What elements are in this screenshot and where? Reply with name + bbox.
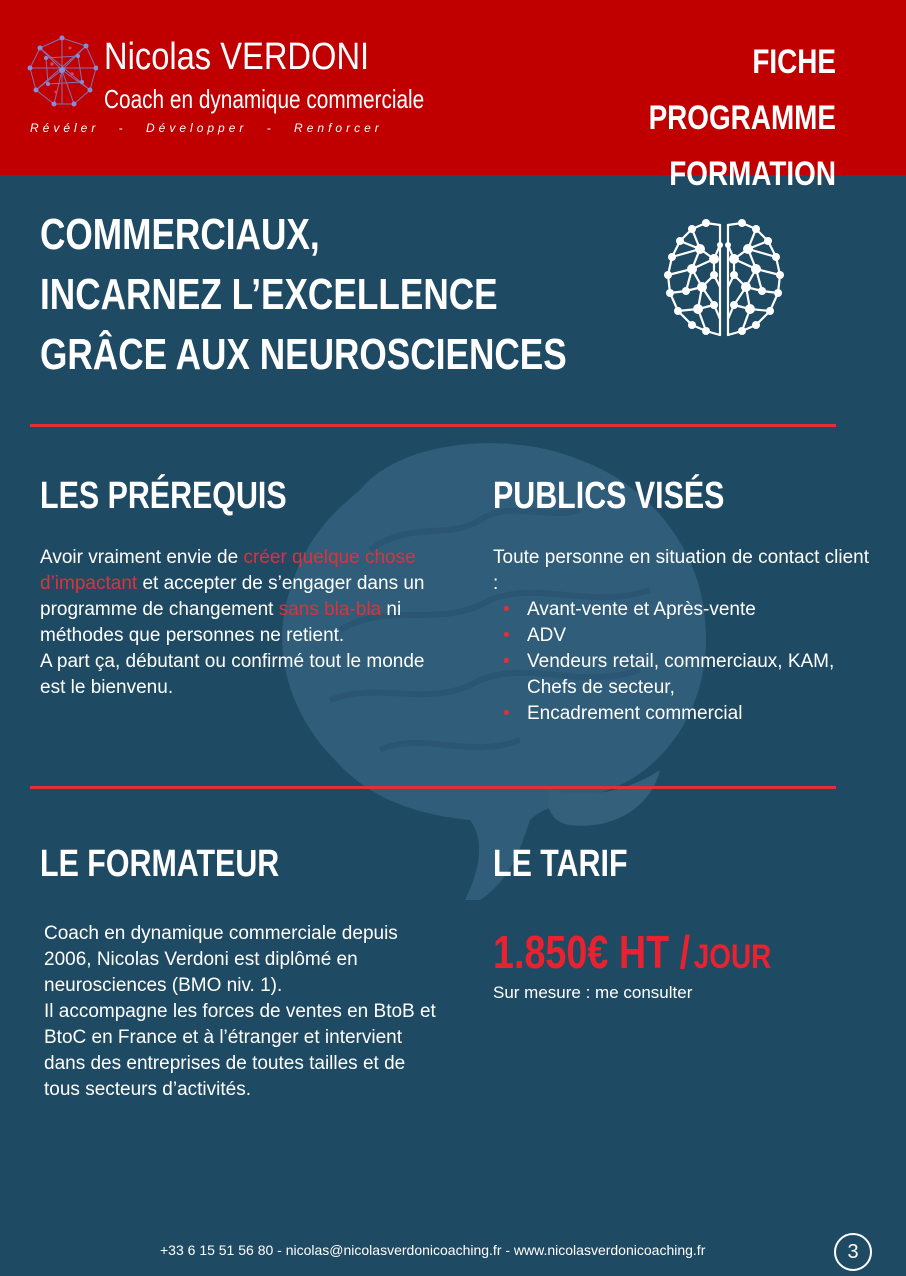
document-type-line2: FORMATION (669, 155, 836, 193)
coach-subtitle: Coach en dynamique commerciale (104, 84, 425, 114)
publics-text (493, 545, 873, 727)
document-type-line1: FICHE PROGRAMME (648, 43, 836, 137)
price-amount: 1.850€ HT / (493, 926, 691, 978)
formateur-title: LE FORMATEUR (40, 843, 280, 885)
page-number: 3 (834, 1233, 872, 1271)
publics-list (493, 597, 873, 727)
section-divider-top (30, 424, 836, 427)
coach-name: Nicolas VERDONI (104, 36, 370, 78)
tarif-title: LE TARIF (493, 843, 628, 885)
list-item: • ADV (493, 623, 873, 649)
section-divider-middle (30, 786, 836, 789)
prerequis-title: LES PRÉREQUIS (40, 475, 287, 517)
list-item: • Avant-vente et Après-vente (493, 597, 873, 623)
tagline: Révéler - Développer - Renforcer (30, 121, 383, 135)
price-note: Sur mesure : me consulter (493, 983, 693, 1002)
prerequis-highlight-2: sans bla-bla (278, 599, 382, 620)
formateur-text (44, 921, 442, 1103)
hero-title-line1: COMMERCIAUX, (40, 210, 320, 259)
logo-network-icon (26, 34, 98, 108)
prerequis-text-part4: A part ça, débutant ou confirmé tout le monde est le bienvenu. (40, 651, 425, 698)
list-item: • Encadrement commercial (493, 701, 873, 727)
hero-title (40, 205, 567, 385)
hero-title-line2: INCARNEZ L’EXCELLENCE (40, 270, 498, 319)
prerequis-highlight-1: créer quelque chose d’impactant (40, 547, 416, 594)
brain-network-icon (662, 215, 787, 343)
prerequis-text (40, 545, 440, 701)
document-type (590, 34, 836, 202)
price (493, 925, 771, 979)
publics-intro: Toute personne en situation de contact client : (493, 547, 870, 594)
publics-title: PUBLICS VISÉS (493, 475, 725, 517)
prerequis-text-part3: ni méthodes que personnes ne retient. (40, 599, 402, 646)
footer-contact: +33 6 15 51 56 80 - nicolas@nicolasverdonicoaching.fr - www.nicolasverdonicoaching.fr (160, 1242, 706, 1258)
prerequis-text-part2: et accepter de s’engager dans un programme de changement (40, 573, 425, 620)
prerequis-text-part1: Avoir vraiment envie de (40, 547, 244, 568)
hero-title-line3: GRÂCE AUX NEUROSCIENCES (40, 330, 567, 379)
formateur-paragraph-2: Il accompagne les forces de ventes en BtoB et BtoC en France et à l’étranger et intervient dans des entreprises de toutes tailles et de tous secteurs d’activités. (44, 1001, 436, 1100)
header-banner (0, 0, 906, 193)
formateur-paragraph-1: Coach en dynamique commerciale depuis 2006, Nicolas Verdoni est diplômé en neurosciences (BMO niv. 1). (44, 923, 398, 996)
price-unit: JOUR (693, 938, 772, 976)
list-item: • Vendeurs retail, commerciaux, KAM, Chefs de secteur, (493, 649, 873, 701)
